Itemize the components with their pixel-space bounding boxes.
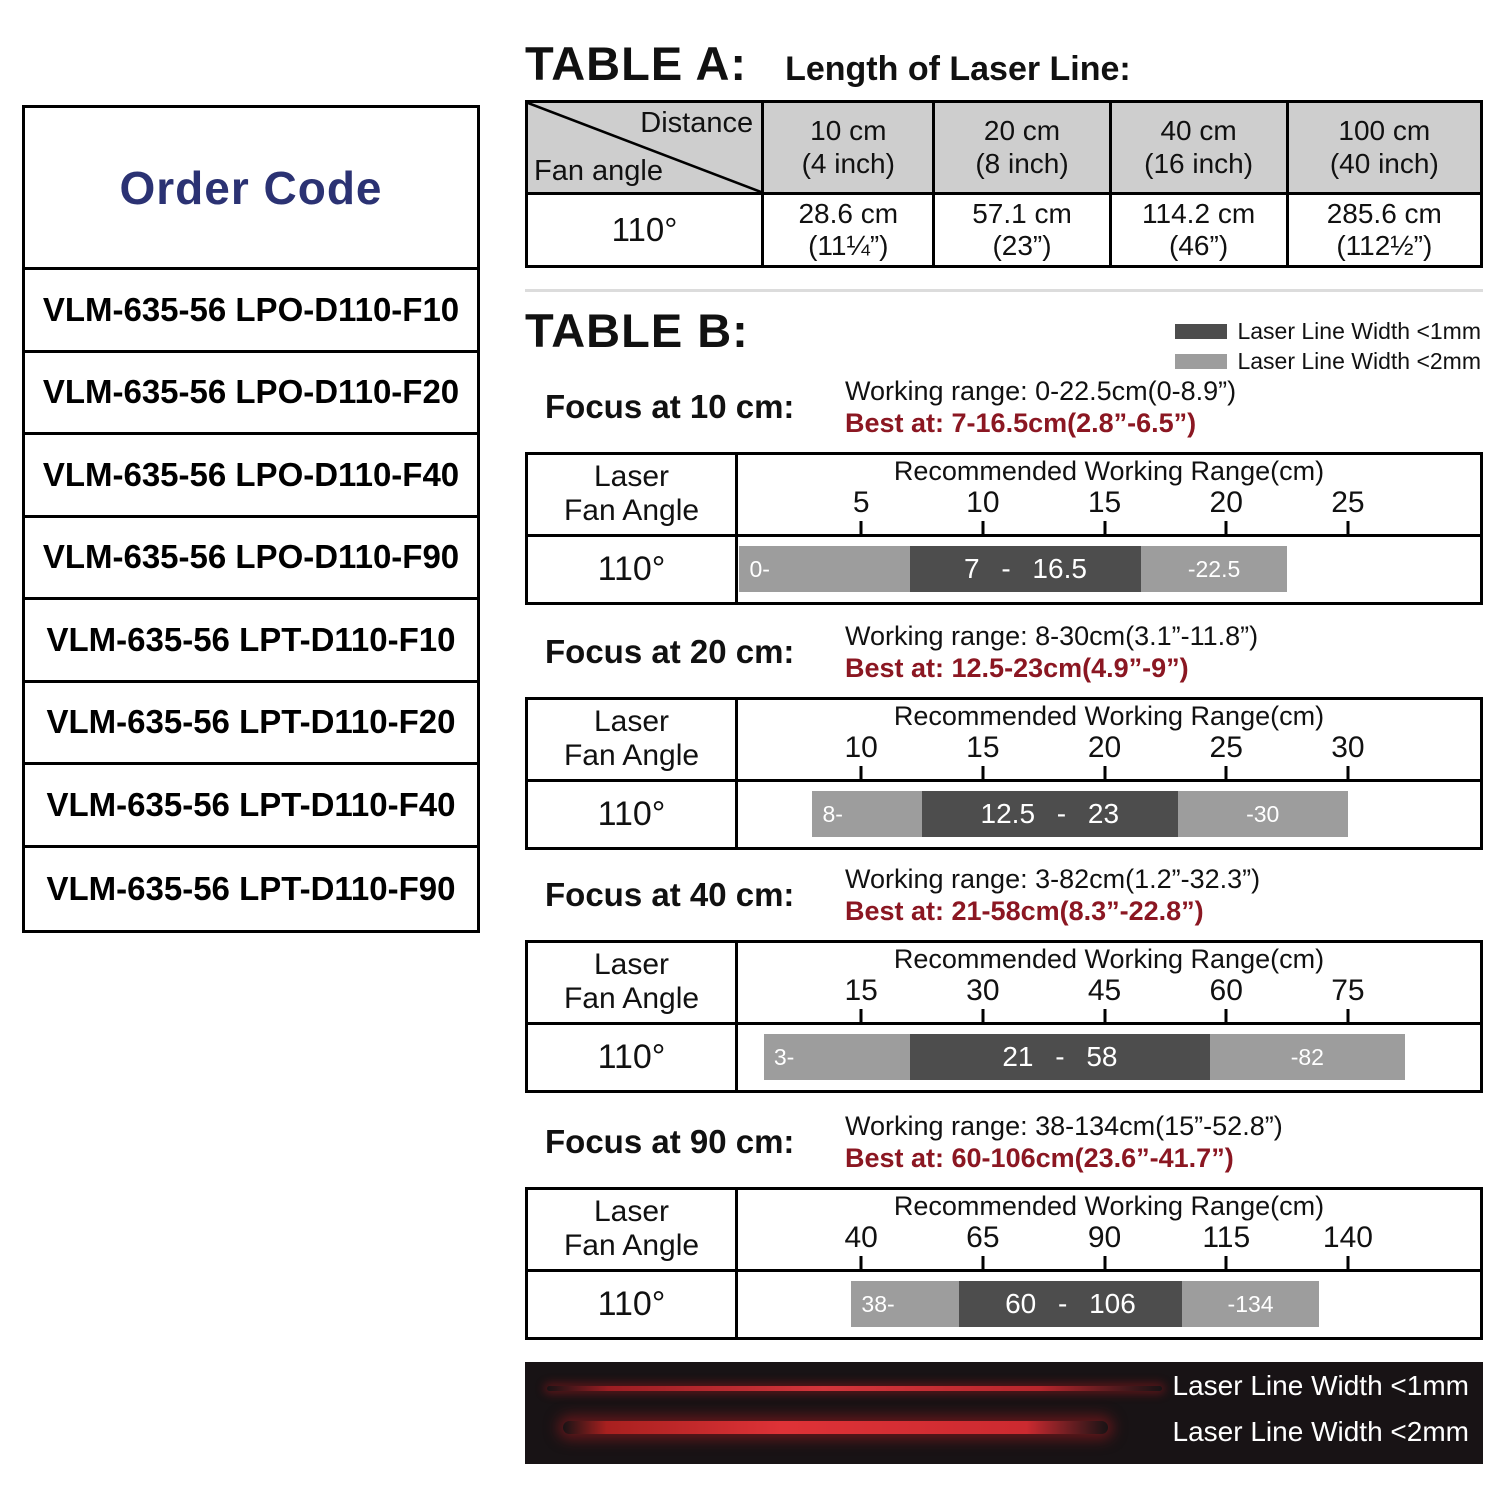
fan-angle-value: 110° [597, 1284, 666, 1323]
fan-angle-column [528, 1190, 738, 1337]
table-a-title: TABLE A: [525, 37, 748, 90]
table-a-subtitle: Length of Laser Line: [785, 50, 1131, 88]
range-texts [845, 1110, 1283, 1175]
working-range-chart [525, 452, 1483, 605]
axis-tick-label: 15 [844, 973, 878, 1007]
range-bar-right-2mm: -134 [1182, 1281, 1318, 1327]
legend-label: Laser Line Width <1mm [1237, 318, 1481, 344]
chart-area [738, 1190, 1480, 1337]
axis-tick-label: 45 [1087, 973, 1122, 1007]
table-a-cell: 57.1 cm (23”) [935, 195, 1111, 265]
best-at-text: Best at: 21-58cm(8.3”-22.8”) [845, 896, 1204, 927]
axis-tick-mark [1346, 766, 1349, 779]
axis-tick-mark [981, 521, 984, 534]
chart-plot [738, 537, 1480, 602]
axis-tick-mark [1103, 1009, 1106, 1022]
fan-angle-header-line: Laser [593, 947, 670, 981]
range-bar-best-1mm: 60 - 106 [959, 1281, 1183, 1327]
axis-tick-label: 15 [1087, 485, 1122, 519]
working-range-text: Working range: 38-134cm(15”-52.8”) [845, 1111, 1283, 1141]
fan-angle-label: Fan angle [534, 154, 663, 187]
chart-header [738, 700, 1480, 782]
axis-tick-label: 20 [1087, 730, 1122, 764]
right-column [525, 0, 1483, 1500]
working-range-chart [525, 940, 1483, 1093]
axis-tick-mark [1103, 521, 1106, 534]
axis-tick-mark [981, 1256, 984, 1269]
working-range-chart [525, 1187, 1483, 1340]
fan-angle-header-line: Fan Angle [563, 739, 700, 773]
diagonal-line [528, 103, 761, 192]
range-header: Recommended Working Range(cm) [893, 455, 1325, 486]
order-code-row: VLM-635-56 LPT-D110-F90 [46, 869, 456, 907]
focus-heading: Focus at 10 cm: [545, 388, 795, 426]
focus-section [525, 375, 1483, 605]
range-bar-right-2mm: -30 [1178, 791, 1348, 837]
range-header: Recommended Working Range(cm) [893, 1190, 1325, 1221]
photo-label: Laser Line Width <2mm [1172, 1416, 1469, 1447]
best-at-text: Best at: 12.5-23cm(4.9”-9”) [845, 653, 1189, 684]
focus-heading: Focus at 20 cm: [545, 633, 795, 671]
order-code-row: VLM-635-56 LPO-D110-F20 [25, 353, 477, 436]
photo-labels [1173, 1370, 1469, 1448]
order-code-row: VLM-635-56 LPT-D110-F10 [25, 600, 477, 683]
axis-tick-mark [1103, 766, 1106, 779]
range-bar-left-2mm: 0- [739, 546, 909, 592]
order-code-row: VLM-635-56 LPO-D110-F40 [25, 435, 477, 518]
focus-section [525, 620, 1483, 850]
focus-info [525, 620, 1483, 685]
working-range-text: Working range: 0-22.5cm(0-8.9”) [845, 376, 1237, 406]
range-texts [845, 375, 1236, 440]
focus-heading: Focus at 90 cm: [545, 1123, 795, 1161]
legend-item [1175, 348, 1481, 375]
axis-tick-mark [1225, 521, 1228, 534]
legend-label: Laser Line Width <2mm [1237, 348, 1481, 374]
axis-tick-label: 75 [1331, 973, 1365, 1007]
fan-angle-column [528, 455, 738, 602]
range-bar-left-2mm: 38- [851, 1281, 958, 1327]
table-a-cell: 285.6 cm (112½”) [1326, 197, 1442, 261]
fan-angle-value: 110° [597, 549, 666, 588]
axis-tick-label: 10 [966, 485, 1000, 519]
order-code-row: VLM-635-56 LPO-D110-F10 [25, 270, 477, 353]
fan-angle-header [528, 943, 735, 1025]
working-range-text: Working range: 3-82cm(1.2”-32.3”) [845, 864, 1261, 894]
range-texts [845, 620, 1258, 685]
laser-line-thin-1mm [547, 1386, 1162, 1391]
fan-angle-header [528, 1190, 735, 1272]
order-code-header: Order Code [25, 108, 477, 270]
working-range-chart [525, 697, 1483, 850]
chart-area [738, 700, 1480, 847]
axis-tick-mark [1225, 766, 1228, 779]
focus-section [525, 1110, 1483, 1340]
axis-tick-label: 60 [1209, 973, 1243, 1007]
range-header: Recommended Working Range(cm) [893, 943, 1325, 974]
table-a-col-header: 40 cm (16 inch) [1112, 103, 1289, 195]
working-range-text: Working range: 8-30cm(3.1”-11.8”) [845, 621, 1259, 651]
chart-header [738, 455, 1480, 537]
order-code-row: VLM-635-56 LPT-D110-F40 [25, 765, 477, 848]
range-header: Recommended Working Range(cm) [893, 700, 1325, 731]
axis-tick-label: 30 [966, 973, 1000, 1007]
fan-angle-header-line: Laser [593, 459, 670, 493]
range-bar-right-2mm: -82 [1210, 1034, 1405, 1080]
range-texts [845, 863, 1260, 928]
axis-tick-mark [981, 1009, 984, 1022]
axis-tick-label: 90 [1087, 1220, 1122, 1254]
table-b-title: TABLE B: [525, 304, 749, 357]
range-bar-best-1mm: 7 - 16.5 [910, 546, 1141, 592]
photo-label: Laser Line Width <1mm [1172, 1370, 1469, 1401]
chart-header [738, 1190, 1480, 1272]
axis-tick-mark [981, 766, 984, 779]
order-code-table [22, 105, 480, 933]
axis-tick-label: 65 [966, 1220, 1000, 1254]
fan-angle-header-line: Fan Angle [563, 1229, 700, 1263]
axis-tick-mark [860, 1009, 863, 1022]
fan-angle-column [528, 943, 738, 1090]
axis-tick-mark [860, 521, 863, 534]
fan-angle-header-line: Fan Angle [563, 982, 700, 1016]
order-code-rows [25, 270, 477, 930]
range-bar-left-2mm: 8- [812, 791, 922, 837]
axis-tick-mark [1346, 521, 1349, 534]
chart-area [738, 455, 1480, 602]
axis-tick-mark [860, 1256, 863, 1269]
axis-tick-label: 15 [966, 730, 1000, 764]
axis-tick-mark [860, 766, 863, 779]
axis-tick-label: 20 [1209, 485, 1243, 519]
table-a-cell: 28.6 cm (11¼”) [764, 195, 935, 265]
table-b-legend [1175, 318, 1481, 375]
distance-label: Distance [640, 107, 754, 139]
axis-tick-mark [1103, 1256, 1106, 1269]
focus-info [525, 863, 1483, 928]
axis-tick-label: 25 [1209, 730, 1243, 764]
table-a-fan-angle-value: 110° [528, 195, 764, 265]
range-bar-best-1mm: 21 - 58 [910, 1034, 1210, 1080]
fan-angle-column [528, 700, 738, 847]
legend-swatch [1175, 324, 1227, 339]
axis-tick-label: 5 [852, 485, 870, 519]
focus-section [525, 863, 1483, 1093]
fan-angle-header [528, 700, 735, 782]
axis-tick-mark [1346, 1009, 1349, 1022]
table-a-col-header: 20 cm (8 inch) [935, 103, 1111, 195]
table-a-cell: 114.2 cm (46”) [1112, 195, 1289, 265]
order-code-row: VLM-635-56 LPT-D110-F20 [25, 683, 477, 766]
fan-angle-header-line: Laser [593, 1194, 670, 1228]
range-bar-best-1mm: 12.5 - 23 [922, 791, 1178, 837]
chart-plot [738, 1025, 1480, 1090]
order-code-row: VLM-635-56 LPO-D110-F90 [25, 518, 477, 601]
axis-tick-label: 30 [1331, 730, 1365, 764]
axis-tick-label: 115 [1202, 1220, 1251, 1254]
laser-line-thick-2mm [563, 1421, 1108, 1434]
table-a-titlebar [525, 36, 1131, 91]
focus-info [525, 1110, 1483, 1175]
axis-tick-mark [1346, 1256, 1349, 1269]
axis-tick-label: 10 [844, 730, 878, 764]
axis-tick-label: 25 [1331, 485, 1365, 519]
range-bar-left-2mm: 3- [764, 1034, 910, 1080]
chart-plot [738, 1272, 1480, 1337]
chart-header [738, 943, 1480, 1025]
section-divider [525, 289, 1483, 292]
axis-tick-mark [1225, 1009, 1228, 1022]
laser-line-photo [525, 1362, 1483, 1464]
table-a-col-header: 100 cm (40 inch) [1289, 103, 1480, 195]
fan-angle-header [528, 455, 735, 537]
axis-tick-label: 40 [844, 1220, 878, 1254]
fan-angle-header-line: Laser [593, 704, 670, 738]
focus-heading: Focus at 40 cm: [545, 876, 795, 914]
fan-angle-value: 110° [597, 1037, 666, 1076]
chart-area [738, 943, 1480, 1090]
table-a-diagonal-cell [528, 103, 764, 195]
focus-info [525, 375, 1483, 440]
legend-swatch [1175, 354, 1227, 369]
chart-plot [738, 782, 1480, 847]
best-at-text: Best at: 60-106cm(23.6”-41.7”) [845, 1143, 1234, 1174]
range-bar-right-2mm: -22.5 [1141, 546, 1287, 592]
fan-angle-value: 110° [597, 794, 666, 833]
table-a-col-header: 10 cm (4 inch) [764, 103, 935, 195]
legend-item [1175, 318, 1481, 345]
axis-tick-label: 140 [1322, 1220, 1373, 1254]
table-a [525, 100, 1483, 268]
axis-tick-mark [1225, 1256, 1228, 1269]
fan-angle-header-line: Fan Angle [563, 494, 700, 528]
best-at-text: Best at: 7-16.5cm(2.8”-6.5”) [845, 408, 1197, 439]
